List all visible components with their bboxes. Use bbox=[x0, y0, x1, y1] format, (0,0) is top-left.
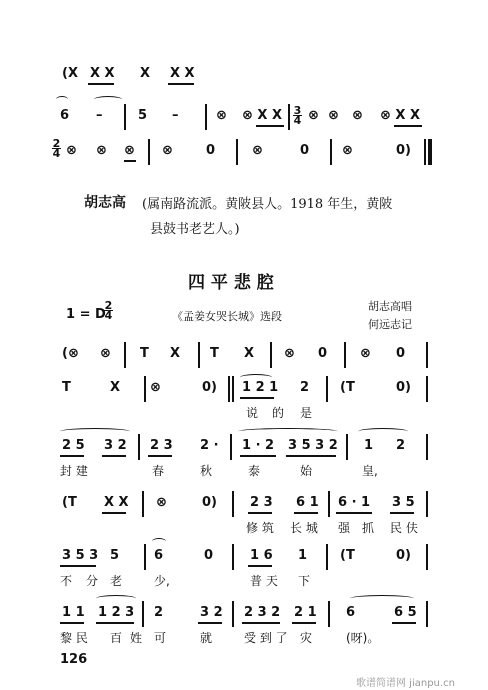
note: 1 6 bbox=[250, 548, 273, 563]
lyric: 强 bbox=[338, 521, 351, 535]
note: 2 bbox=[300, 380, 310, 395]
lyric: (呀)。 bbox=[346, 631, 380, 645]
song-time-signature: 2 4 bbox=[104, 299, 113, 322]
lyric: 少, bbox=[154, 574, 170, 588]
note: 5 bbox=[138, 108, 148, 123]
lyric: 封 建 bbox=[60, 464, 88, 478]
note: 5 bbox=[110, 548, 120, 563]
note: 0 bbox=[206, 143, 216, 158]
note: X bbox=[110, 380, 121, 395]
stave-row-6 bbox=[0, 430, 488, 478]
note: X X bbox=[170, 66, 195, 81]
note: 2 3 2 bbox=[244, 605, 281, 620]
note: ⊗ bbox=[342, 143, 353, 158]
lyric: 是 bbox=[300, 406, 313, 420]
note: 6 5 bbox=[394, 605, 417, 620]
note: 0 bbox=[396, 346, 406, 361]
note: 2 5 bbox=[62, 438, 85, 453]
note: 1 1 bbox=[62, 605, 85, 620]
lyric: 始 bbox=[300, 464, 313, 478]
lyric: 泰 bbox=[248, 464, 261, 478]
stave-row-2 bbox=[0, 100, 488, 140]
time-signature: 2 4 bbox=[52, 137, 61, 160]
lyric: 可 bbox=[154, 631, 167, 645]
lyric: 黎 民 bbox=[60, 631, 88, 645]
note: (T bbox=[340, 380, 355, 395]
note: 3 2 bbox=[200, 605, 223, 620]
lyric: 秋 bbox=[200, 464, 213, 478]
note: 3 5 3 bbox=[62, 548, 99, 563]
stave-row-3 bbox=[0, 135, 488, 175]
recorder-credit: 何远志记 bbox=[368, 318, 412, 331]
note: X X bbox=[104, 495, 129, 510]
stave-row-8 bbox=[0, 540, 488, 588]
note: T bbox=[140, 346, 149, 361]
note: ⊗ bbox=[252, 143, 263, 158]
stave-row-5 bbox=[0, 372, 488, 420]
note: 2 1 bbox=[294, 605, 317, 620]
note: (⊗ bbox=[62, 346, 79, 361]
lyric: 下 bbox=[298, 574, 311, 588]
note: 3 5 bbox=[392, 495, 415, 510]
note: X bbox=[140, 66, 151, 81]
lyric: 民 伕 bbox=[390, 521, 418, 535]
song-title: 四 平 悲 腔 bbox=[188, 273, 274, 293]
lyric: 分 bbox=[86, 574, 99, 588]
note: (T bbox=[62, 495, 77, 510]
lyric: 百 bbox=[110, 631, 123, 645]
lyric: 姓 bbox=[130, 631, 143, 645]
note: (T bbox=[340, 548, 355, 563]
lyric: 的 bbox=[272, 406, 285, 420]
stave-row-7 bbox=[0, 487, 488, 535]
note: 2 bbox=[154, 605, 164, 620]
note: 2 bbox=[396, 438, 406, 453]
note: 1 bbox=[298, 548, 308, 563]
note: 1 2 3 bbox=[98, 605, 135, 620]
time-signature: 3 4 bbox=[293, 104, 302, 127]
note: T bbox=[210, 346, 219, 361]
page-number: 126 bbox=[60, 652, 88, 667]
note: T bbox=[62, 380, 71, 395]
note: ⊗ bbox=[360, 346, 371, 361]
bio-line-2: 县鼓书老艺人。) bbox=[150, 222, 240, 237]
watermark: 歌谱简谱网 jianpu.cn bbox=[356, 678, 455, 689]
lyric: 不 bbox=[60, 574, 73, 588]
lyric: 长 城 bbox=[290, 521, 318, 535]
note: 6 1 bbox=[296, 495, 319, 510]
note: 2 3 bbox=[150, 438, 173, 453]
note: 0 bbox=[300, 143, 310, 158]
note: 3 2 bbox=[104, 438, 127, 453]
note: 0) bbox=[202, 380, 217, 395]
lyric: 灾 bbox=[300, 631, 313, 645]
note: ⊗ bbox=[96, 143, 107, 158]
stave-row-9 bbox=[0, 597, 488, 645]
note: X X bbox=[90, 66, 115, 81]
note: (X bbox=[62, 66, 78, 81]
note: ⊗ X X bbox=[242, 108, 282, 123]
lyric: 就 bbox=[200, 631, 213, 645]
note: 6 · 1 bbox=[338, 495, 371, 510]
note: ⊗ bbox=[100, 346, 111, 361]
note: ⊗ bbox=[150, 380, 161, 395]
lyric: 皇, bbox=[362, 464, 378, 478]
lyric: 春 bbox=[152, 464, 165, 478]
note: ⊗ bbox=[124, 143, 135, 158]
lyric: 普 天 bbox=[250, 574, 278, 588]
note: 0) bbox=[396, 380, 411, 395]
note: – bbox=[172, 108, 179, 123]
note: 1 2 1 bbox=[242, 380, 279, 395]
note: ⊗ X X bbox=[380, 108, 420, 123]
lyric: 修 筑 bbox=[246, 521, 274, 535]
note: ⊗ bbox=[66, 143, 77, 158]
key-signature: 1 = D bbox=[66, 307, 106, 322]
lyric: 老 bbox=[110, 574, 123, 588]
lyric: 说 bbox=[246, 406, 259, 420]
note: ⊗ bbox=[308, 108, 319, 123]
note: X bbox=[244, 346, 255, 361]
note: – bbox=[96, 108, 103, 123]
lyric: 抓 bbox=[362, 521, 375, 535]
note: 1 bbox=[364, 438, 374, 453]
note: 0) bbox=[396, 143, 411, 158]
source-note: 《孟姜女哭长城》选段 bbox=[172, 310, 282, 323]
note: ⊗ bbox=[284, 346, 295, 361]
note: 0) bbox=[396, 548, 411, 563]
bio-line-1: (属南路流派。黄陂县人。1918 年生，黄陂 bbox=[142, 197, 393, 212]
note: 0 bbox=[204, 548, 214, 563]
note: 3 5 3 2 bbox=[288, 438, 338, 453]
note: 6 bbox=[154, 548, 164, 563]
note: 6 bbox=[346, 605, 356, 620]
note: ⊗ bbox=[328, 108, 339, 123]
bio-name: 胡志高 bbox=[84, 195, 126, 211]
note: ⊗ bbox=[156, 495, 167, 510]
note: 0 bbox=[318, 346, 328, 361]
singer-credit: 胡志高唱 bbox=[368, 300, 412, 313]
note: 6 bbox=[60, 108, 70, 123]
note: X bbox=[170, 346, 181, 361]
note: 2 · bbox=[200, 438, 219, 453]
note: 0) bbox=[202, 495, 217, 510]
note: 2 3 bbox=[250, 495, 273, 510]
note: ⊗ bbox=[352, 108, 363, 123]
note: ⊗ bbox=[216, 108, 227, 123]
note: ⊗ bbox=[162, 143, 173, 158]
note: 1 · 2 bbox=[242, 438, 275, 453]
lyric: 受 到 了 bbox=[244, 631, 288, 645]
